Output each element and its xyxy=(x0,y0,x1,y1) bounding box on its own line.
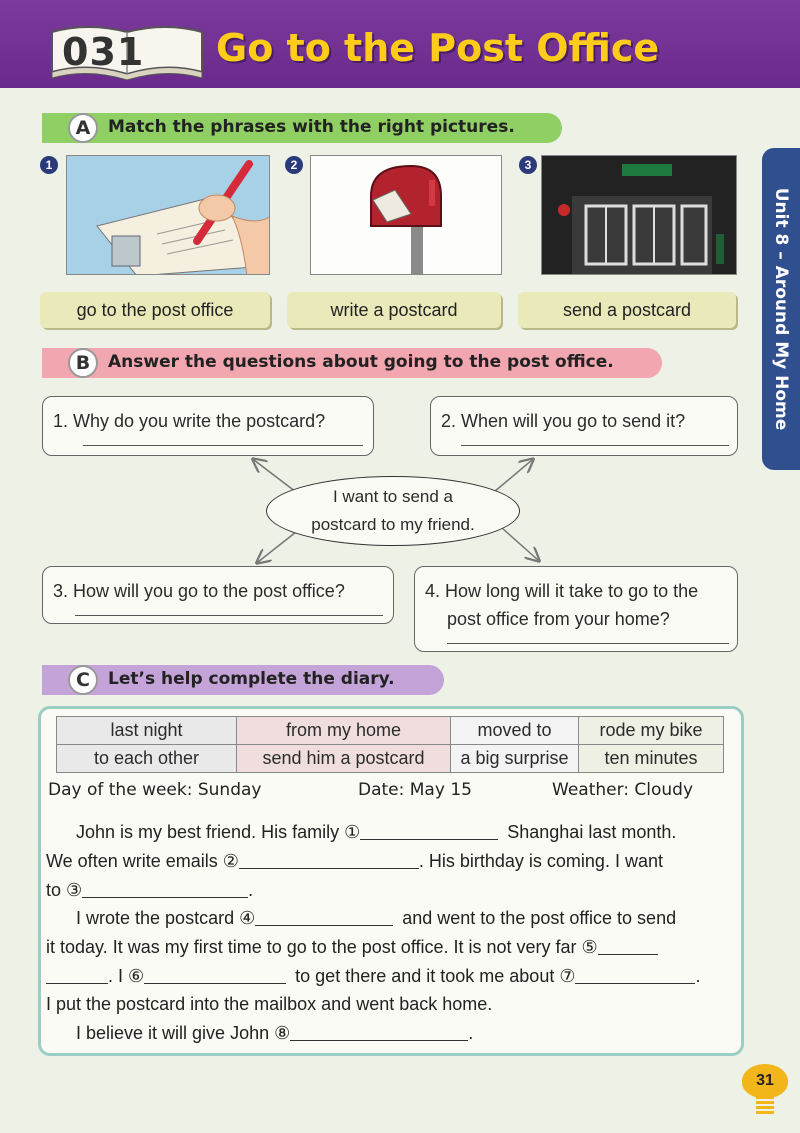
picture-number-2: 2 xyxy=(285,156,303,174)
blank-5[interactable] xyxy=(598,937,658,955)
writing-postcard-icon xyxy=(66,155,270,275)
section-c-letter: C xyxy=(68,665,98,695)
diary-text: Shanghai last month. xyxy=(507,822,677,842)
diary-line xyxy=(46,847,736,876)
diary-text: . I ⑥ xyxy=(108,965,145,986)
section-c-instruction: Let’s help complete the diary. xyxy=(108,669,395,689)
picture-number-3: 3 xyxy=(519,156,537,174)
page-number: 31 xyxy=(742,1064,788,1098)
word-bank-cell: from my home xyxy=(237,717,451,745)
word-bank-cell: last night xyxy=(57,717,237,745)
diary-paragraph-2 xyxy=(46,904,736,1019)
answer-line[interactable] xyxy=(461,445,729,446)
word-bank-cell: a big surprise xyxy=(451,745,579,773)
table-row xyxy=(57,745,724,773)
blank-7[interactable] xyxy=(575,966,695,984)
blank-4[interactable] xyxy=(255,908,393,926)
question-text: 3. How will you go to the post office? xyxy=(53,581,345,601)
word-bank-cell: send him a postcard xyxy=(237,745,451,773)
question-box-3 xyxy=(42,566,394,624)
diary-line: I believe it will give John ⑧ . xyxy=(76,1023,474,1043)
question-box-4 xyxy=(414,566,738,652)
central-statement xyxy=(266,476,520,546)
table-row xyxy=(57,717,724,745)
diary-text: and went to the post office to send xyxy=(402,908,677,928)
lesson-number: 031 xyxy=(62,30,145,74)
phrase-card[interactable]: go to the post office xyxy=(40,292,270,328)
section-a-letter: A xyxy=(68,113,98,143)
diary-text: John is my best friend. His family ① xyxy=(76,822,361,842)
answer-line[interactable] xyxy=(83,445,363,446)
question-text: post office from your home? xyxy=(447,609,670,629)
word-bank-cell: ten minutes xyxy=(579,745,724,773)
question-text: 2. When will you go to send it? xyxy=(441,411,686,431)
section-b-letter: B xyxy=(68,348,98,378)
lightbulb-icon xyxy=(756,1096,774,1114)
diary-line xyxy=(46,933,736,962)
phrase-card[interactable]: write a postcard xyxy=(287,292,501,328)
diary-weather: Weather: Cloudy xyxy=(552,780,694,800)
question-text: 4. How long will it take to go to the xyxy=(425,581,699,601)
word-bank-cell: to each other xyxy=(57,745,237,773)
unit-side-tab xyxy=(762,148,800,470)
diary-day: Day of the week: Sunday xyxy=(48,780,262,800)
page-title: Go to the Post Office xyxy=(216,26,660,70)
diary-line xyxy=(46,904,736,933)
picture-number-1: 1 xyxy=(40,156,58,174)
diary-text: I wrote the postcard ④ xyxy=(76,908,256,928)
answer-line[interactable] xyxy=(75,615,383,616)
blank-1[interactable] xyxy=(360,822,498,840)
word-bank-cell: rode my bike xyxy=(579,717,724,745)
central-statement-line: postcard to my friend. xyxy=(311,515,475,534)
blank-5-continued[interactable] xyxy=(46,966,108,984)
blank-2[interactable] xyxy=(239,851,419,869)
diary-paragraph-3 xyxy=(46,1019,736,1048)
section-a-instruction: Match the phrases with the right pictures. xyxy=(108,117,515,137)
word-bank-table xyxy=(56,716,724,773)
question-text: 1. Why do you write the postcard? xyxy=(53,411,326,431)
diary-text: to get there and it took me about ⑦ xyxy=(295,965,576,986)
diary-text: I believe it will give John ⑧ xyxy=(76,1023,291,1043)
diary-text: . His birthday is coming. I want xyxy=(418,850,663,871)
diary-text: to ③ xyxy=(46,879,83,900)
phrase-card[interactable]: send a postcard xyxy=(518,292,736,328)
blank-8[interactable] xyxy=(290,1023,468,1041)
question-box-2 xyxy=(430,396,738,456)
post-office-building-icon xyxy=(541,155,737,275)
mailbox-icon xyxy=(310,155,502,275)
diary-paragraph-1 xyxy=(46,818,736,904)
diary-line xyxy=(46,990,736,1019)
blank-3[interactable] xyxy=(82,880,248,898)
diary-text: it today. It was my first time to go to the post office. It is not very far ⑤ xyxy=(46,936,598,957)
diary-text: I put the postcard into the mailbox and went back home. xyxy=(46,994,493,1015)
blank-6[interactable] xyxy=(144,966,286,984)
unit-label: Unit 8 – Around My Home xyxy=(771,187,791,431)
question-box-1 xyxy=(42,396,374,456)
diary-text: We often write emails ② xyxy=(46,850,239,871)
diary-line xyxy=(46,818,736,847)
word-bank-cell: moved to xyxy=(451,717,579,745)
diary-date: Date: May 15 xyxy=(358,780,472,800)
central-statement-line: I want to send a xyxy=(332,487,454,506)
diary-line: . I ⑥ to get there and it took me about ⑦ . xyxy=(46,962,736,991)
answer-line[interactable] xyxy=(447,643,729,644)
section-b-instruction: Answer the questions about going to the post office. xyxy=(108,352,614,372)
diary-line: to ③ . xyxy=(46,879,254,900)
